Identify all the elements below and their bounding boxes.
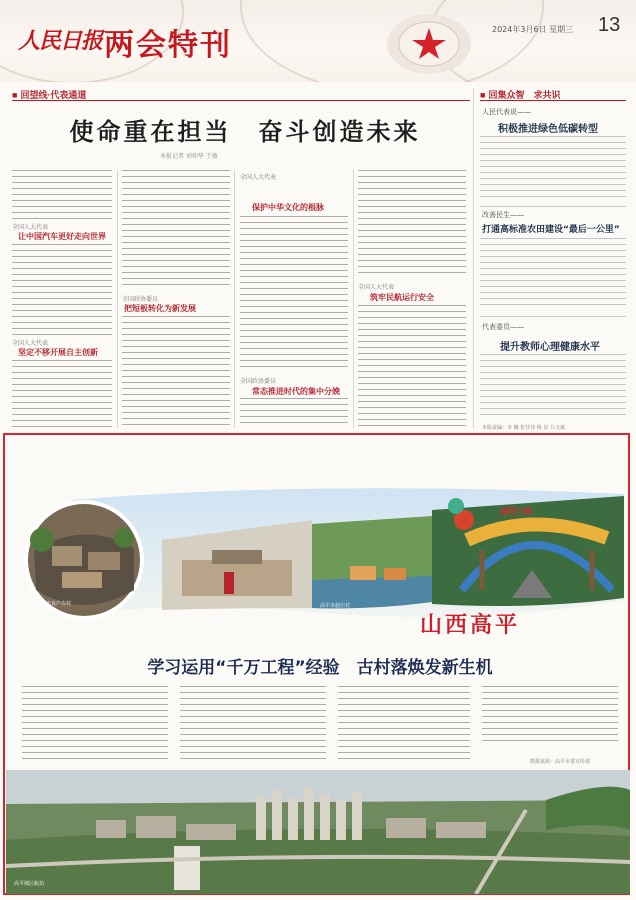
editor-credits: 本版责编：李 娜 张佳伟 杨 泉 吕文斌	[482, 425, 565, 431]
photo-caption: 高平市良户古村	[36, 601, 72, 607]
section-rule	[12, 100, 470, 101]
opinion-label: 人民代表说——	[482, 108, 531, 116]
divider	[480, 316, 626, 317]
photo-caption: 高平市赵庄村	[320, 603, 351, 609]
subsection-label: 全国人大代表	[12, 224, 49, 231]
subsection-label: 全国人大代表	[12, 340, 49, 347]
column-divider	[473, 88, 474, 428]
aerial-city-photo	[6, 770, 630, 894]
feature-text	[22, 686, 168, 762]
column-divider	[353, 170, 354, 428]
opinion-text	[480, 238, 626, 310]
feature-headline: 学习运用“千万工程”经验 古村落焕发新生机	[147, 658, 493, 678]
gate-sign: 康营小镇	[500, 507, 532, 516]
masthead	[0, 0, 636, 82]
article-text	[12, 244, 112, 336]
subsection-label: 全国人大代表	[240, 174, 277, 181]
article-text	[240, 216, 348, 372]
article-text	[12, 360, 112, 428]
subsection-title: 筑牢民航运行安全	[370, 293, 434, 302]
section-label-left: ■ 回望线·代表通道	[12, 90, 87, 100]
subsection-title: 让中国汽车更好走向世界	[18, 232, 106, 241]
opinion-title: 积极推进绿色低碳转型	[498, 124, 598, 135]
main-headline: 使命重在担当 奋斗创造未来	[69, 118, 421, 146]
opinion-label: 代表委员——	[482, 323, 524, 331]
star-emblem-icon	[384, 8, 474, 78]
page-number: 13	[598, 14, 621, 36]
subsection-title: 保护中华文化的根脉	[252, 203, 324, 212]
feature-credit: 数据来源：高平市委宣传部	[530, 759, 591, 765]
article-text	[358, 170, 466, 278]
issue-date: 2024年3月6日 星期三	[492, 25, 574, 34]
subsection-title: 坚定不移开展自主创新	[18, 348, 98, 357]
subsection-title: 把短板转化为新发展	[124, 304, 196, 313]
column-divider	[234, 170, 235, 428]
article-text	[122, 170, 230, 290]
opinion-label: 改善民生——	[482, 211, 524, 219]
article-text	[122, 316, 230, 428]
feature-text	[482, 686, 618, 746]
special-edition-title: 两会特刊	[104, 28, 232, 63]
opinion-text	[480, 136, 626, 202]
photo-caption: 高平市黄土高原村落	[180, 621, 226, 627]
article-text	[358, 305, 466, 428]
article-text	[240, 398, 348, 428]
divider	[480, 206, 626, 207]
subsection-label: 全国人大代表	[358, 284, 395, 291]
column-divider	[117, 170, 118, 428]
opinion-text	[480, 354, 626, 420]
region-tag: 山西高平	[420, 613, 521, 638]
byline: 本报记者 刘仲华 王敏	[160, 153, 218, 160]
subsection-label: 全国政协委员	[122, 296, 159, 303]
section-label-right: ■ 回集众智 求共识	[480, 90, 561, 100]
section-rule	[480, 100, 626, 101]
subsection-title: 常态推进时代的集中分娩	[252, 387, 340, 396]
newspaper-logo: 人民日报	[18, 28, 103, 54]
feature-text	[180, 686, 326, 762]
opinion-title: 提升教师心理健康水平	[500, 342, 600, 353]
subsection-label: 全国政协委员	[240, 378, 277, 385]
photo-caption: 高平城区航拍	[14, 881, 45, 887]
opinion-title: 打通高标准农田建设“最后一公里”	[482, 225, 620, 235]
feature-photo-banner	[12, 480, 624, 640]
feature-text	[338, 686, 470, 762]
lede-text	[12, 170, 112, 220]
